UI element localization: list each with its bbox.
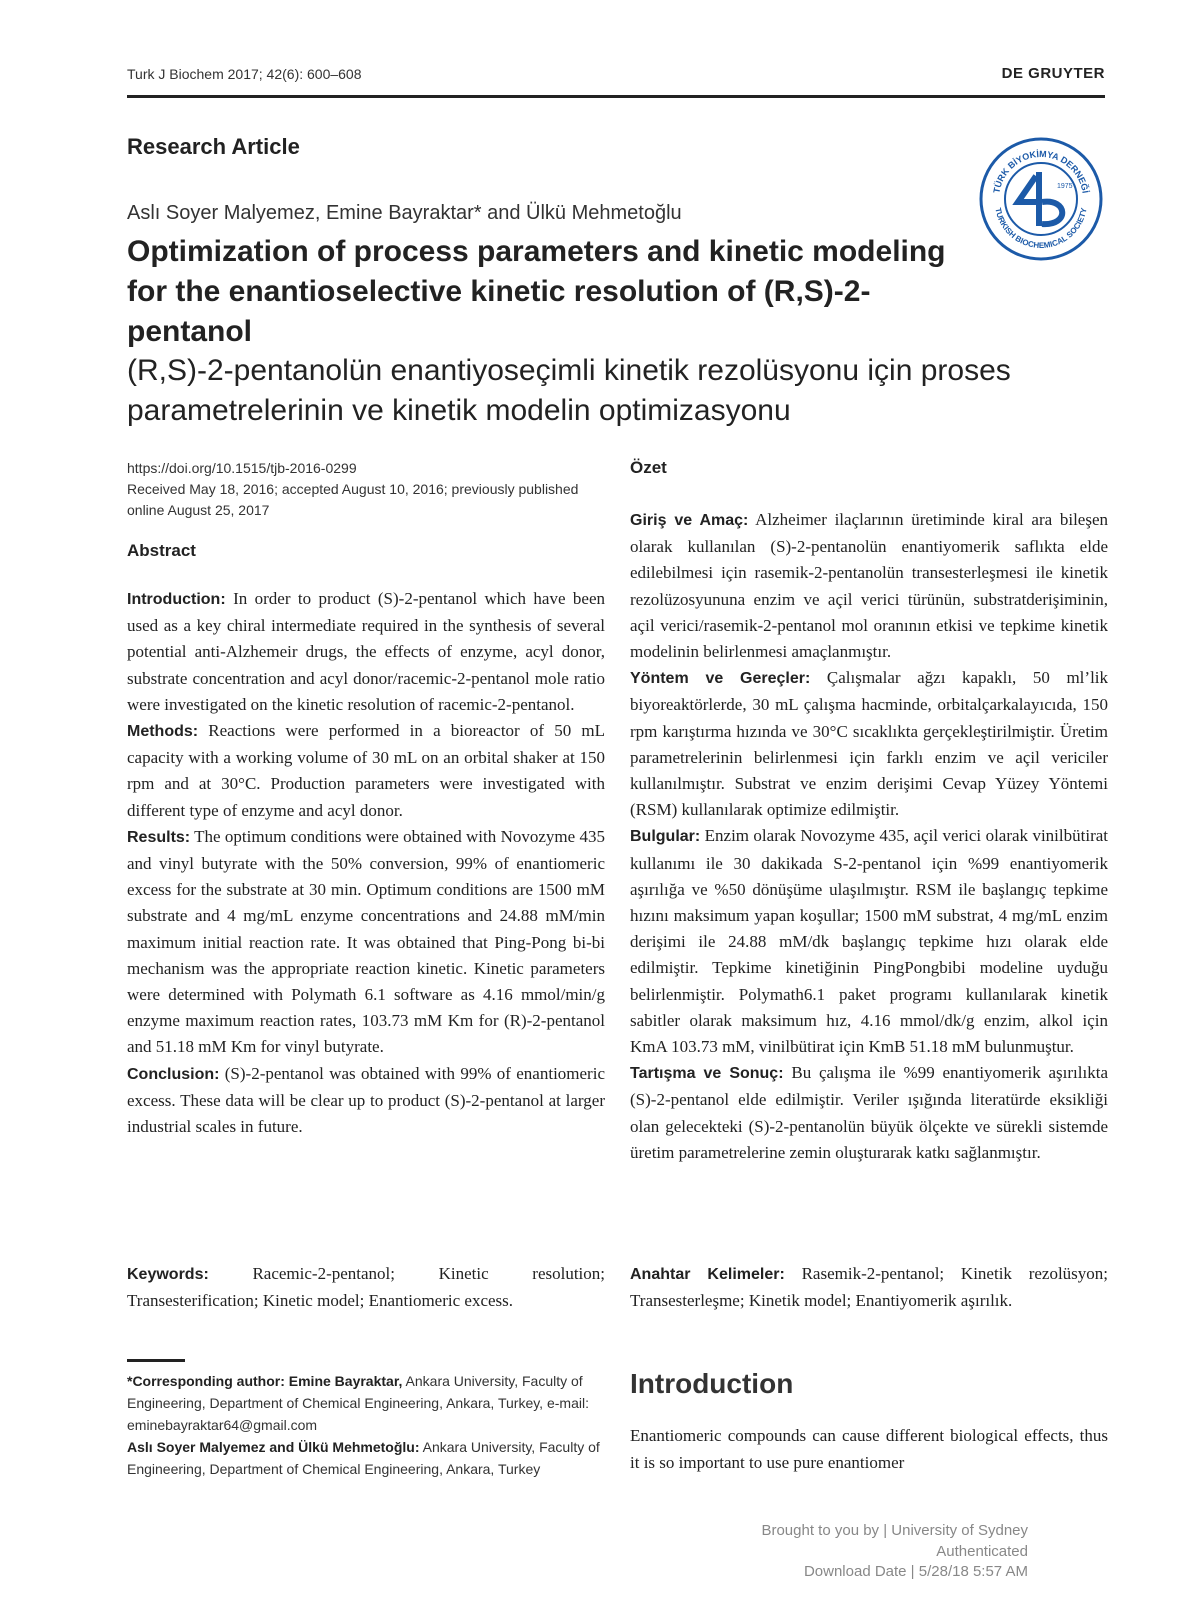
logo-ring-text-top: TÜRK BİYOKİMYA DERNEĞİ — [991, 148, 1091, 195]
corresponding-author-label: *Corresponding author: Emine Bayraktar, — [127, 1373, 403, 1389]
abstract-conclusion — [127, 1061, 605, 1141]
abstract-results-label: Results: — [127, 828, 191, 846]
stamp-line-provider: Brought to you by | University of Sydney — [761, 1522, 1028, 1539]
stamp-line-date: Download Date | 5/28/18 5:57 AM — [803, 1563, 1028, 1580]
ozet-heading: Özet — [630, 458, 667, 477]
ozet-tartisma — [630, 1060, 1108, 1166]
abstract-results-text: The optimum conditions were obtained with Novozyme 435 and vinyl butyrate with the 50% conversion, 99% of enantiomeric excess for the substrate at 30 min. Optimum conditions are 1500 mM substrate and 4 mg/mL enzyme concentrations and 24.88 mM/min maximum initial reaction rate. It was obtained that Ping-Pong bi-bi mechanism was the appropriate reaction kinetic. Kinetic parameters were determined with Polymath 6.1 software as 4.16 mmol/min/g enzyme maximum reaction rates, 103.73 mM Km for (R)-2-pentanol and 51.18 mM Km for vinyl butyrate. — [127, 826, 605, 1057]
download-stamp — [761, 1521, 1028, 1583]
article-meta — [127, 458, 607, 521]
ozet-giris-label: Giriş ve Amaç: — [630, 512, 749, 529]
logo-ring-text-bottom: TURKISH BIOCHEMICAL SOCIETY — [993, 206, 1089, 251]
abstract-heading: Abstract — [127, 541, 196, 560]
introduction-heading: Introduction — [630, 1368, 794, 1399]
coauthors-affiliation: Ankara University, Faculty of Engineering, Department of Chemical Engineering, Ankara, Turkey — [127, 1439, 600, 1477]
logo-b-glyph — [1042, 202, 1062, 224]
article-type: Research Article — [127, 134, 300, 159]
abstract-introduction — [127, 586, 605, 718]
ozet-tartisma-text: Bu çalışma ile %99 enantiyomerik aşırılıkta (S)-2-pentanol elde edilmiştir. Veriler ışığında literatürde eksikliği olan gelecekteki (S)-2-pentanolün büyük ölçekte ve sürekli sistemde üretim parametrelerine zemin oluşturarak katkı sağlanmıştır. — [630, 1063, 1108, 1162]
publisher-name: DE GRUYTER — [1001, 65, 1105, 82]
logo-year: 1975 — [1057, 183, 1073, 190]
introduction-text: Enantiomeric compounds can cause different biological effects, thus it is so important to use pure enantiomer — [630, 1426, 1108, 1472]
author-list: Aslı Soyer Malyemez, Emine Bayraktar* and Ülkü Mehmetoğlu — [127, 202, 682, 224]
abstract-methods-label: Methods: — [127, 723, 199, 741]
keywords-label: Keywords: — [127, 1266, 209, 1283]
society-logo — [978, 136, 1104, 262]
doi-link[interactable]: https://doi.org/10.1515/tjb-2016-0299 — [127, 460, 357, 476]
article-title-english: Optimization of process parameters and kinetic modeling for the enantioselective kinetic resolution of (R,S)-2-pentanol — [127, 235, 946, 348]
anahtar-kelimeler-text: Rasemik-2-pentanol; Kinetik rezolüsyon; Transesterleşme; Kinetik model; Enantiyomerik aşırılık. — [630, 1264, 1109, 1311]
ozet-bulgular — [630, 823, 1108, 1060]
ozet-yontem-text: Çalışmalar ağzı kapaklı, 50 ml’lik biyoreaktörlerde, 30 mL çalışma hacminde, orbitalçarkalayıcıda, 150 rpm karıştırma hızında ve 30°C sıcaklıkta gerçekleştirilmiştir. Üretim parametrelerinin belirlenmesi için farklı enzim ve açil vericiler kullanılmıştır. Substrat ve enzim derişimi Cevap Yüzey Yöntemi (RSM) kullanılarak optimize edilmiştir. — [630, 668, 1109, 820]
keywords-english — [127, 1261, 605, 1314]
ozet-yontem-label: Yöntem ve Gereçler: — [630, 670, 811, 688]
abstract-methods-text: Reactions were performed in a bioreactor of 50 mL capacity with a working volume of 30 mL on an orbital shaker at 150 rpm and at 30°C. Production parameters were investigated with different type of enzyme and acyl donor. — [127, 721, 606, 820]
ozet-yontem — [630, 665, 1108, 823]
ozet-body — [630, 507, 1108, 1166]
header-rule — [127, 95, 1105, 98]
journal-citation: Turk J Biochem 2017; 42(6): 600–608 — [127, 66, 362, 82]
article-title-turkish: (R,S)-2-pentanolün enantiyoseçimli kinetik rezolüsyonu için proses parametrelerinin ve kinetik modelin optimizasyonu — [127, 354, 1011, 427]
coauthors-label: Aslı Soyer Malyemez and Ülkü Mehmetoğlu: — [127, 1439, 420, 1455]
ozet-giris — [630, 507, 1108, 665]
coauthors-note — [127, 1436, 617, 1480]
ozet-giris-text: Alzheimer ilaçlarının üretiminde kiral ara bileşen olarak kullanılan (S)-2-pentanolün enantiyomerik saflıkta elde edilebilmesi için rasemik-2-pentanolün transesterleşmesi ile kinetik rezolüzosyununa enzim ve açil verici türünün, substratderişiminin, açil verici/rasemik-2-pentanol mol oranının etkisi ve tepkime kinetik modelinin belirlenmesi amaçlanmıştır. — [630, 510, 1109, 662]
footnote-rule — [127, 1359, 185, 1362]
abstract-conclusion-text: (S)-2-pentanol was obtained with 99% of enantiomeric excess. These data will be clear up to product (S)-2-pentanol at larger industrial scales in future. — [127, 1063, 605, 1137]
logo-four-glyph — [1018, 176, 1036, 202]
keywords-turkish — [630, 1261, 1108, 1314]
abstract-introduction-label: Introduction: — [127, 591, 226, 608]
abstract-body — [127, 586, 605, 1140]
corresponding-author-affiliation: Ankara University, Faculty of Engineering, Department of Chemical Engineering, Ankara, Turkey, e-mail: eminebayraktar64@gmail.com — [127, 1373, 589, 1433]
stamp-line-authenticated: Authenticated — [936, 1542, 1028, 1560]
keywords-text: Racemic-2-pentanol; Kinetic resolution; Transesterification; Kinetic model; Enantiomeric excess. — [127, 1264, 605, 1311]
anahtar-kelimeler-label: Anahtar Kelimeler: — [630, 1266, 785, 1283]
abstract-conclusion-label: Conclusion: — [127, 1065, 220, 1083]
footnote — [127, 1370, 617, 1480]
publication-history: Received May 18, 2016; accepted August 10, 2016; previously published online August 25, 2017 — [127, 481, 579, 518]
abstract-methods — [127, 718, 605, 824]
logo-stem — [1036, 172, 1042, 226]
corresponding-author-note — [127, 1370, 617, 1436]
ozet-bulgular-text: Enzim olarak Novozyme 435, açil verici olarak vinilbütirat kullanımı ile 30 dakikada S-2-pentanol için %99 enantiyomerik aşırılığa ve %50 dönüşüme ulaşılmıştır. RSM ile başlangıç tepkime hızını maksimum yapan koşullar; 1500 mM substrat, 4 mg/mL enzim derişimi ile 24.88 mM/dk başlangıç tepkime hızı olarak elde edilmiştir. Tepkime kinetiğinin PingPongbibi modeline uyduğu belirlenmiştir. Polymath6.1 paket programı kullanılarak kinetik sabitler olarak maksimum hız, 4.16 mmol/dk/g enzim, alkol için KmA 103.73 mM, vinilbütirat için KmB 51.18 mM bulunmuştur. — [630, 826, 1109, 1057]
abstract-results — [127, 824, 605, 1061]
abstract-introduction-text: In order to product (S)-2-pentanol which have been used as a key chiral intermediate required in the synthesis of several potential anti-Alzhemeir drugs, the effects of enzyme, acyl donor, substrate concentration and acyl donor/racemic-2-pentanol mole ratio were investigated on the kinetic resolution of racemic-2-pentanol. — [127, 589, 606, 714]
ozet-bulgular-label: Bulgular: — [630, 828, 701, 846]
ozet-tartisma-label: Tartışma ve Sonuç: — [630, 1065, 784, 1083]
